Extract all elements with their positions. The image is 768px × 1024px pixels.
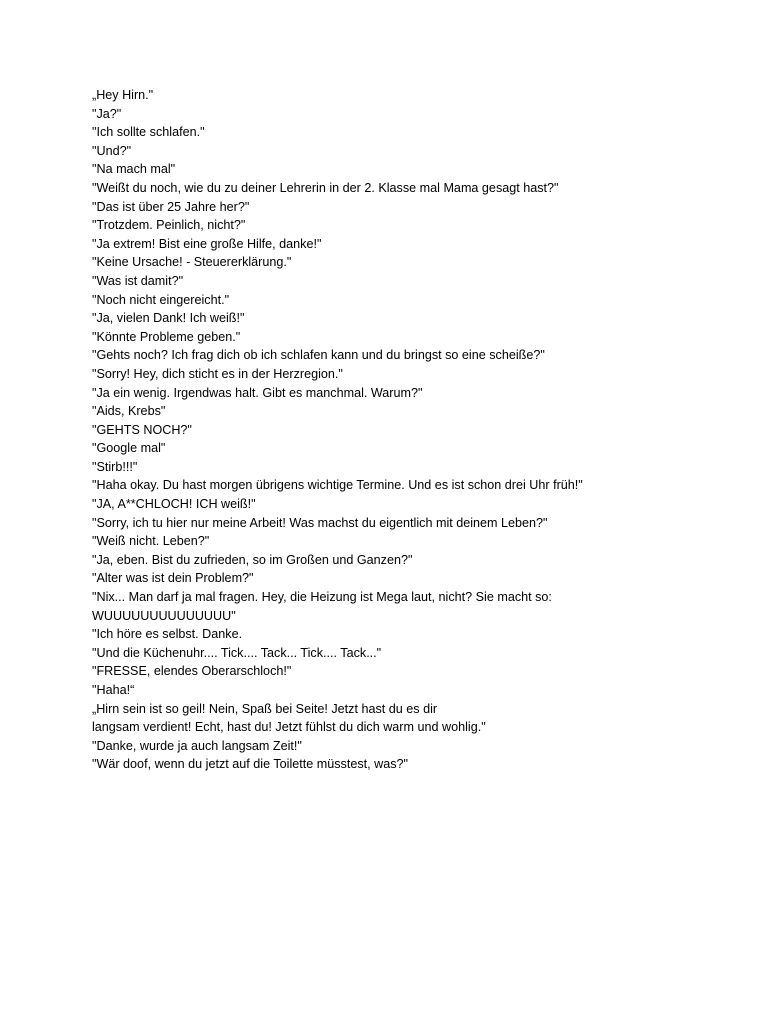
text-line: "Keine Ursache! - Steuererklärung." — [92, 255, 292, 270]
text-line: "Sorry, ich tu hier nur meine Arbeit! Was machst du eigentlich mit deinem Leben?" — [92, 515, 548, 530]
text-line: "Ich höre es selbst. Danke. — [92, 627, 243, 642]
text-line: "GEHTS NOCH?" — [92, 422, 192, 437]
text-line: "Trotzdem. Peinlich, nicht?" — [92, 218, 246, 233]
text-line: "Haha okay. Du hast morgen übrigens wichtige Termine. Und es ist schon drei Uhr früh!" — [92, 478, 583, 493]
text-line: "Das ist über 25 Jahre her?" — [92, 199, 250, 214]
text-line: „Hey Hirn." — [92, 88, 154, 102]
text-line: "Alter was ist dein Problem?" — [92, 571, 254, 586]
dialogue-text — [92, 86, 732, 774]
text-line: "Noch nicht eingereicht." — [92, 292, 230, 307]
text-line: "Ja?" — [92, 106, 122, 121]
text-line: WUUUUUUUUUUUUUU" — [92, 608, 236, 623]
text-line: "Weiß nicht. Leben?" — [92, 534, 210, 549]
text-line: "Stirb!!!" — [92, 459, 138, 474]
text-line: "Ja, vielen Dank! Ich weiß!" — [92, 311, 245, 326]
text-line: "Ja, eben. Bist du zufrieden, so im Großen und Ganzen?" — [92, 552, 413, 567]
text-line: "Na mach mal" — [92, 162, 176, 177]
text-line: "Ich sollte schlafen." — [92, 125, 205, 140]
text-line: "Ja extrem! Bist eine große Hilfe, danke!" — [92, 236, 322, 251]
text-line: „Hirn sein ist so geil! Nein, Spaß bei Seite! Jetzt hast du es dir — [92, 701, 438, 716]
text-line: "Könnte Probleme geben." — [92, 329, 241, 344]
text-line: "Und?" — [92, 143, 132, 158]
text-line: "Nix... Man darf ja mal fragen. Hey, die Heizung ist Mega laut, nicht? Sie macht so: — [92, 590, 552, 605]
text-line: "Google mal" — [92, 441, 166, 456]
text-line: "Gehts noch? Ich frag dich ob ich schlafen kann und du bringst so eine scheiße?" — [92, 348, 545, 363]
text-line: "FRESSE, elendes Oberarschloch!" — [92, 664, 292, 679]
text-line: "JA, A**CHLOCH! ICH weiß!" — [92, 497, 256, 512]
text-line: "Haha!“ — [92, 683, 135, 697]
text-line: "Aids, Krebs" — [92, 404, 166, 419]
text-line: "Sorry! Hey, dich sticht es in der Herzregion." — [92, 366, 343, 381]
text-line: "Ja ein wenig. Irgendwas halt. Gibt es manchmal. Warum?" — [92, 385, 423, 400]
text-line: "Was ist damit?" — [92, 273, 184, 288]
text-line: "Weißt du noch, wie du zu deiner Lehrerin in der 2. Klasse mal Mama gesagt hast?" — [92, 180, 559, 195]
text-line: "Danke, wurde ja auch langsam Zeit!" — [92, 738, 302, 753]
text-line: langsam verdient! Echt, hast du! Jetzt fühlst du dich warm und wohlig." — [92, 720, 486, 735]
text-line: "Wär doof, wenn du jetzt auf die Toilette müsstest, was?" — [92, 757, 409, 772]
text-line: "Und die Küchenuhr.... Tick.... Tack... Tick.... Tack..." — [92, 645, 382, 660]
